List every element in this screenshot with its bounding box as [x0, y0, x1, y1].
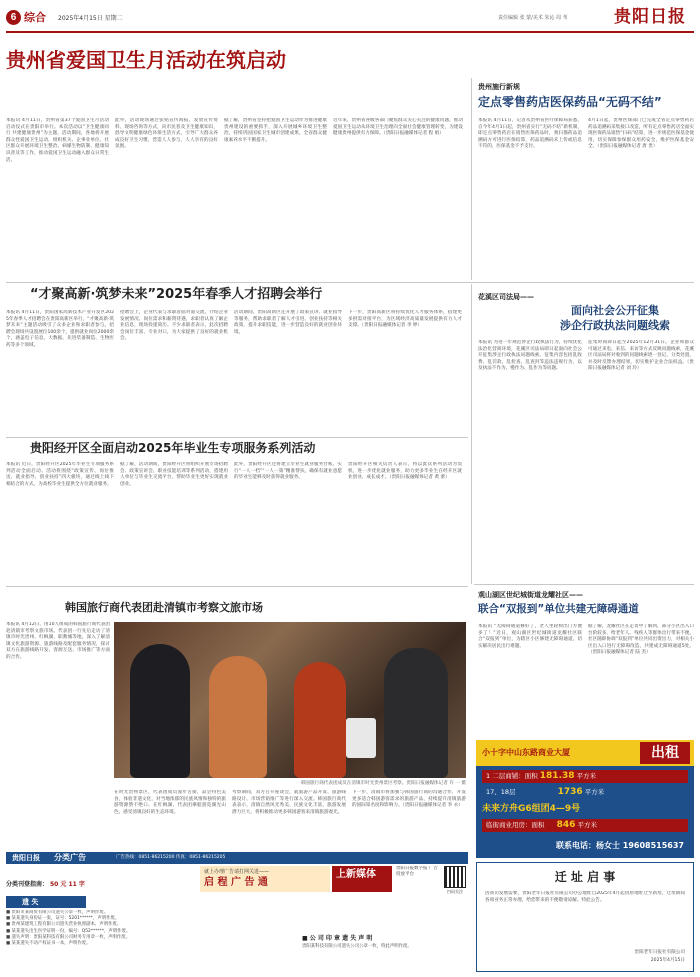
move-notice-date: 2025年4月15日 [650, 958, 685, 963]
move-notice-title: 迁 址 启 事 [554, 870, 616, 884]
rental-ad [476, 740, 694, 858]
classified-title: 分类广告 [54, 853, 86, 862]
lead-headline: 贵州省爱国卫生月活动在筑启动 [6, 48, 286, 72]
move-notice-signer: 贵阳老年日报社有限公司 [634, 950, 685, 955]
korea-col-1: 本报讯 4月12日，由10人组成的韩国旅行商代表团赴清镇市考察文旅市场。代表团一行先后走访了清镇市时光贵州、红枫湖、职教城等地，深入了解清镇文化旅游资源、旅游线路及配套服务情况，探讨双方在旅游线路开发、客源互送、市场推广等方面的合作。 [6, 622, 110, 660]
rental-row3-unit: 平方米 [577, 821, 597, 829]
lead-col-1: 本报讯 4月11日，贵州省第37个爱国卫生月活动启动仪式在贵阳市举行。本次活动以“卫生健康同行 共建健康贵州”为主题，活动期间，各地将开展群众性爱国卫生运动，组织机关、企事业单位、社区群众开展环境卫生整治、病媒生物防制、健康知识普及等工作，推动爱国卫生运动融入群众日常生活。 [6, 118, 109, 163]
graduates-col-3: 此外，贵阳经开区还将建立毕业生就业服务台账，实行“一人一档”“一人一策”精准帮扶，确保有就业意愿的毕业生能够及时获得就业服务。 [234, 462, 342, 481]
new-media-sub: 贵阳日报数字报 广告投放平台 [396, 866, 438, 877]
right-top-headline: 定点零售药店医保药品“无码不结” [478, 95, 662, 109]
issue-date: 2025年4月15日 星期二 [58, 15, 123, 22]
classified-header [6, 852, 468, 864]
korea-col-4: 下一步，清镇市将加强与韩国旅行商的沟通合作，开发更多适合韩国游客需求的旅游产品，持续提升清镇旅游的国际知名度和影响力。（贵阳日报融媒体记者 李 永） [352, 790, 466, 809]
huaxi-headline: 面向社会公开征集 涉企行政执法问题线索 [560, 304, 670, 332]
rental-row1-label: 1 二层商铺：面积 [486, 772, 538, 780]
lead-col-2: 此外，活动现场通过张贴宣传海报、发放宣传资料、现场咨询等方式，向市民普及卫生健康知识，倡导文明健康绿色环保生活方式，引导广大群众养成良好卫生习惯，营造人人参与、人人享有的良好氛围。 [115, 118, 218, 150]
section-rule-2 [6, 437, 468, 438]
new-media-box [332, 866, 392, 892]
rental-ad-location: 未来方舟G6组团4—9号 [482, 804, 581, 814]
banner-title: 启 程 广 告 通 [204, 877, 268, 888]
korea-col-2: 在时光贵州景区，代表团成员漫步古街，品尝特色美食，体验非遗文化，对当地浓郁的民族风情和独特的旅游资源赞不绝口。在红枫湖，代表团乘船游览湖光山色，感受清镇良好的生态环境。 [114, 790, 226, 815]
move-notice [476, 862, 694, 972]
photo-figure-center [294, 662, 346, 778]
move-notice-text: 因我司发展需要，贵阳老年日报社有限公司办公地址自2025年4月起由原地址迁至新址，迁址期间各项业务正常办理，给您带来的不便敬请谅解。特此公告。 [485, 891, 685, 903]
seal-notice-title: ■ 公 司 印 章 遗 失 声 明 [302, 935, 373, 942]
graduates-col-2: 据了解，活动期间，贵阳经开区将组织开展专场招聘会、政策宣讲会、职业技能培训等系列活动，搭建用人单位与毕业生交流平台，帮助毕业生更好实现就业创业。 [120, 462, 228, 487]
huaxi-col-1: 本报讯 为进一步规范涉企行政执法行为，持续优化法治化营商环境，花溪区司法局即日起面向社会公开征集涉企行政执法问题线索。征集内容包括乱收费、乱罚款、乱检查、乱查封等违法违规行为，以及执法不作为、慢作为、乱作为等问题。 [478, 340, 582, 372]
huaxi-kicker: 花溪区司法局—— [478, 293, 534, 301]
guanshanhu-kicker: 观山湖区世纪城街道龙耀社区—— [478, 591, 583, 599]
lost-item: ■ 遗失声明：贵阳某科技有限公司财务专用章一枚，声明作废。 [6, 934, 131, 940]
graduates-col-1: 本报讯 近日，贵阳经开区2025年毕业生专项服务系列活动全面启动。活动将围绕“政策宣传、岗位推送、就业指导、创业扶持”四大板块，通过线上线下相结合的方式，为高校毕业生提供全方位就业服务。 [6, 462, 114, 487]
right-top-col-1: 本报讯 4月11日，记者从贵州省医疗保障局获悉，自今年4月1日起，贵州省实行“无码不结”新机制，即定点零售药店在销售医保药品时，须扫描药品追溯码方可进行医保结算，药品追溯码未上传或信息不符的，医保基金不予支付。 [478, 118, 582, 150]
guanshanhu-headline: 联合“双报到”单位共建无障碍通道 [478, 603, 639, 615]
page-number-badge: 6 [6, 10, 21, 25]
korea-photo [114, 622, 466, 778]
talent-col-2: 招聘会上，企业代表与求职者面对面交流，介绍企业发展情况、岗位需求和薪资待遇，求职者认真了解企业信息，现场投递简历。不少求职者表示，此次招聘会岗位丰富、专业对口，为大家提供了良好的就业机会。 [120, 310, 228, 342]
right-top-col-2: 4月1日起，贵州医保部门已完成全省定点零售药店药品追溯码采集接口改造，所有定点零售药店全面实现医保药品销售“扫码”结算，进一步规范医保基金使用，切实保障参保群众用药安全，维护医保基金安全。（贵阳日报融媒体记者 唐 贵） [588, 118, 694, 150]
section-rule-4 [474, 584, 694, 585]
photo-figure-man [209, 656, 267, 778]
price-label: 分类刊登指南： [6, 881, 49, 888]
seal-notice-text: 贵阳某科技有限公司遗失公司公章一枚，特此声明作废。 [302, 944, 412, 949]
section-rule-3 [6, 586, 468, 587]
new-media-title: 上新媒体 [336, 869, 376, 880]
huaxi-col-2: 征集时间即日起至2025年12月31日。企业和群众可通过来电、来信、来访等方式反映问题线索，花溪区司法局将对收到的问题线索逐一登记、分类处置，并及时反馈办理结果，切实维护企业合法权益。（贵阳日报融媒体记者 刘 玲） [588, 340, 694, 372]
lost-item: ■ 某某遗失身份证一张，证号：5201******，声明作废。 [6, 916, 120, 922]
talent-col-1: 本报讯 4月11日，贵阳国家高新技术产业开发区2025年春季人才招聘会在贵阳高新区举行，“才聚高新·筑梦未来”主题活动吸引了众多企业和求职者参与。招聘会现场共设置展位100余个，提供就业岗位2000余个，涵盖电子信息、大数据、先进装备制造、生物医药等多个领域。 [6, 310, 114, 348]
graduates-headline: 贵阳经开区全面启动2025年毕业生专项服务系列活动 [30, 441, 316, 455]
photo-figure-right [384, 648, 448, 778]
classified-brand: 贵阳日报 [12, 853, 40, 862]
rental-row1-unit: 平方米 [576, 772, 597, 780]
korea-col-3: 考察期间，双方召开座谈会，就旅游产品开发、旅游线路设计、市场营销推广等进行深入交流。韩国旅行商代表表示，清镇自然风光秀美、民族文化丰富，旅游发展潜力巨大，将积极推动更多韩国游客来清镇旅游观光。 [232, 790, 346, 815]
rental-ad-row-3 [482, 819, 688, 832]
rental-row2-unit: 平方米 [584, 788, 605, 796]
classified-hotline: 广告热线：0851-86215200 传真：0851-86215205 [116, 855, 226, 860]
qr-label: 扫码关注 [447, 889, 463, 894]
seal-notice [302, 934, 468, 972]
photo-figure-woman [130, 644, 190, 778]
korea-headline: 韩国旅行商代表团赴清镇市考察文旅市场 [65, 601, 263, 614]
talent-headline: “才聚高新·筑梦未来”2025年春季人才招聘会举行 [30, 287, 323, 302]
lead-col-4: 近年来，贵州省各级各部门聚焦群众关心关注的健康问题，推动爱国卫生运动从环境卫生治理向全面社会健康管理转变，为建设健康贵州提供有力保障。（贵阳日报融媒体记者 程 娟） [333, 118, 463, 137]
lost-item: ■ 贵州某建筑工程有限公司遗失营业执照副本，声明作废。 [6, 922, 122, 928]
price-value: 50 元 11 字 [49, 881, 85, 888]
masthead [0, 0, 700, 34]
rental-ad-row-2 [482, 786, 688, 799]
lost-item: ■ 某某遗失不动产权证书一本，声明作废。 [6, 941, 91, 947]
rental-row2-label: 17、18层 [486, 788, 516, 796]
classified-banner [200, 866, 330, 892]
rental-row3-value: 846 [556, 820, 576, 830]
price-guide [6, 880, 196, 890]
rental-ad-building: 小十字中山东路商业大厦 [476, 740, 694, 766]
rental-ad-row-1 [482, 770, 688, 783]
column-divider [471, 78, 472, 280]
rental-ad-contact: 联系电话：杨女士 19608515637 [555, 841, 684, 850]
rental-row2-value: 1736 [557, 787, 583, 797]
section-rule [6, 282, 694, 283]
rental-ad-tag: 出租 [640, 742, 690, 764]
column-divider-2 [471, 284, 472, 584]
lead-col-3: 据了解，贵州省坚持把爱国卫生运动作为推进健康贵州建设的重要抓手，深入开展城乡环境卫生整治，持续巩固国家卫生城市创建成果，全省群众健康素养水平不断提升。 [224, 118, 327, 143]
section-label: 综合 [24, 11, 46, 24]
masthead-rule [6, 31, 694, 33]
lost-banner: 遗 失 [6, 896, 86, 908]
lost-list [6, 910, 296, 972]
right-top-kicker: 贵州施行新规 [478, 83, 520, 91]
talent-col-4: 下一步，贵阳高新区将持续优化人才服务体系，搭建更多供需对接平台，为区域经济高质量发展提供有力人才支撑。（贵阳日报融媒体记者 李 婷） [348, 310, 462, 329]
rental-row1-value: 181.38 [539, 771, 575, 781]
photo-shopping-bag [346, 718, 376, 758]
lost-item: ■ 贵阳市某商贸有限公司遗失公章一枚，声明作废。 [6, 910, 109, 915]
banner-left: 就上办理广告请打网关进—— [204, 869, 270, 875]
guanshanhu-col-1: 本报讯 “无障碍通道修好了，老人坐轮椅出门方便多了！”近日，观山湖区世纪城街道龙耀社区联合“双报到”单位，为辖区小区修建无障碍通道，切实解决居民出行难题。 [478, 624, 582, 649]
talent-col-3: 活动期间，贵阳高新区还开展了政策宣讲、就业指导等服务，帮助求职者了解人才引进、创业扶持等相关政策，提升求职技能，进一步营造良好的就业创业环境。 [234, 310, 342, 335]
lost-item: ■ 某某遗失出生医学证明一份，编号：Q52******，声明作废。 [6, 928, 131, 934]
paper-logo: 贵阳日报 [614, 7, 686, 27]
photo-caption: 韩国旅行商代表团成员在清镇市时光贵州景区考察。贵阳日报融媒体记者 许 一 摄 [300, 781, 466, 786]
rental-row3-label: 临街商业用房：面积 [486, 821, 545, 829]
guanshanhu-col-2: 据了解，龙耀社区在走访中了解到，部分小区出入口台阶较多，给老年人、残疾人等群体出行带来不便。社区随即协调“双报到”单位共同出资出力，对相关小区出入口进行无障碍改造，共建成无障碍通道5处。（贵阳日报融媒体记者 陆 杰） [588, 624, 694, 656]
editors-credit: 责任编辑 张 蒙/美术 朱沁 周 苇 [498, 15, 568, 21]
qr-code[interactable] [444, 866, 466, 888]
graduates-col-4: 贵阳经开区相关负责人表示，将以此次系列活动为契机，进一步优化就业服务，助力更多毕业生在经开区就业创业、成长成才。（贵阳日报融媒体记者 黄 蕾） [348, 462, 462, 481]
